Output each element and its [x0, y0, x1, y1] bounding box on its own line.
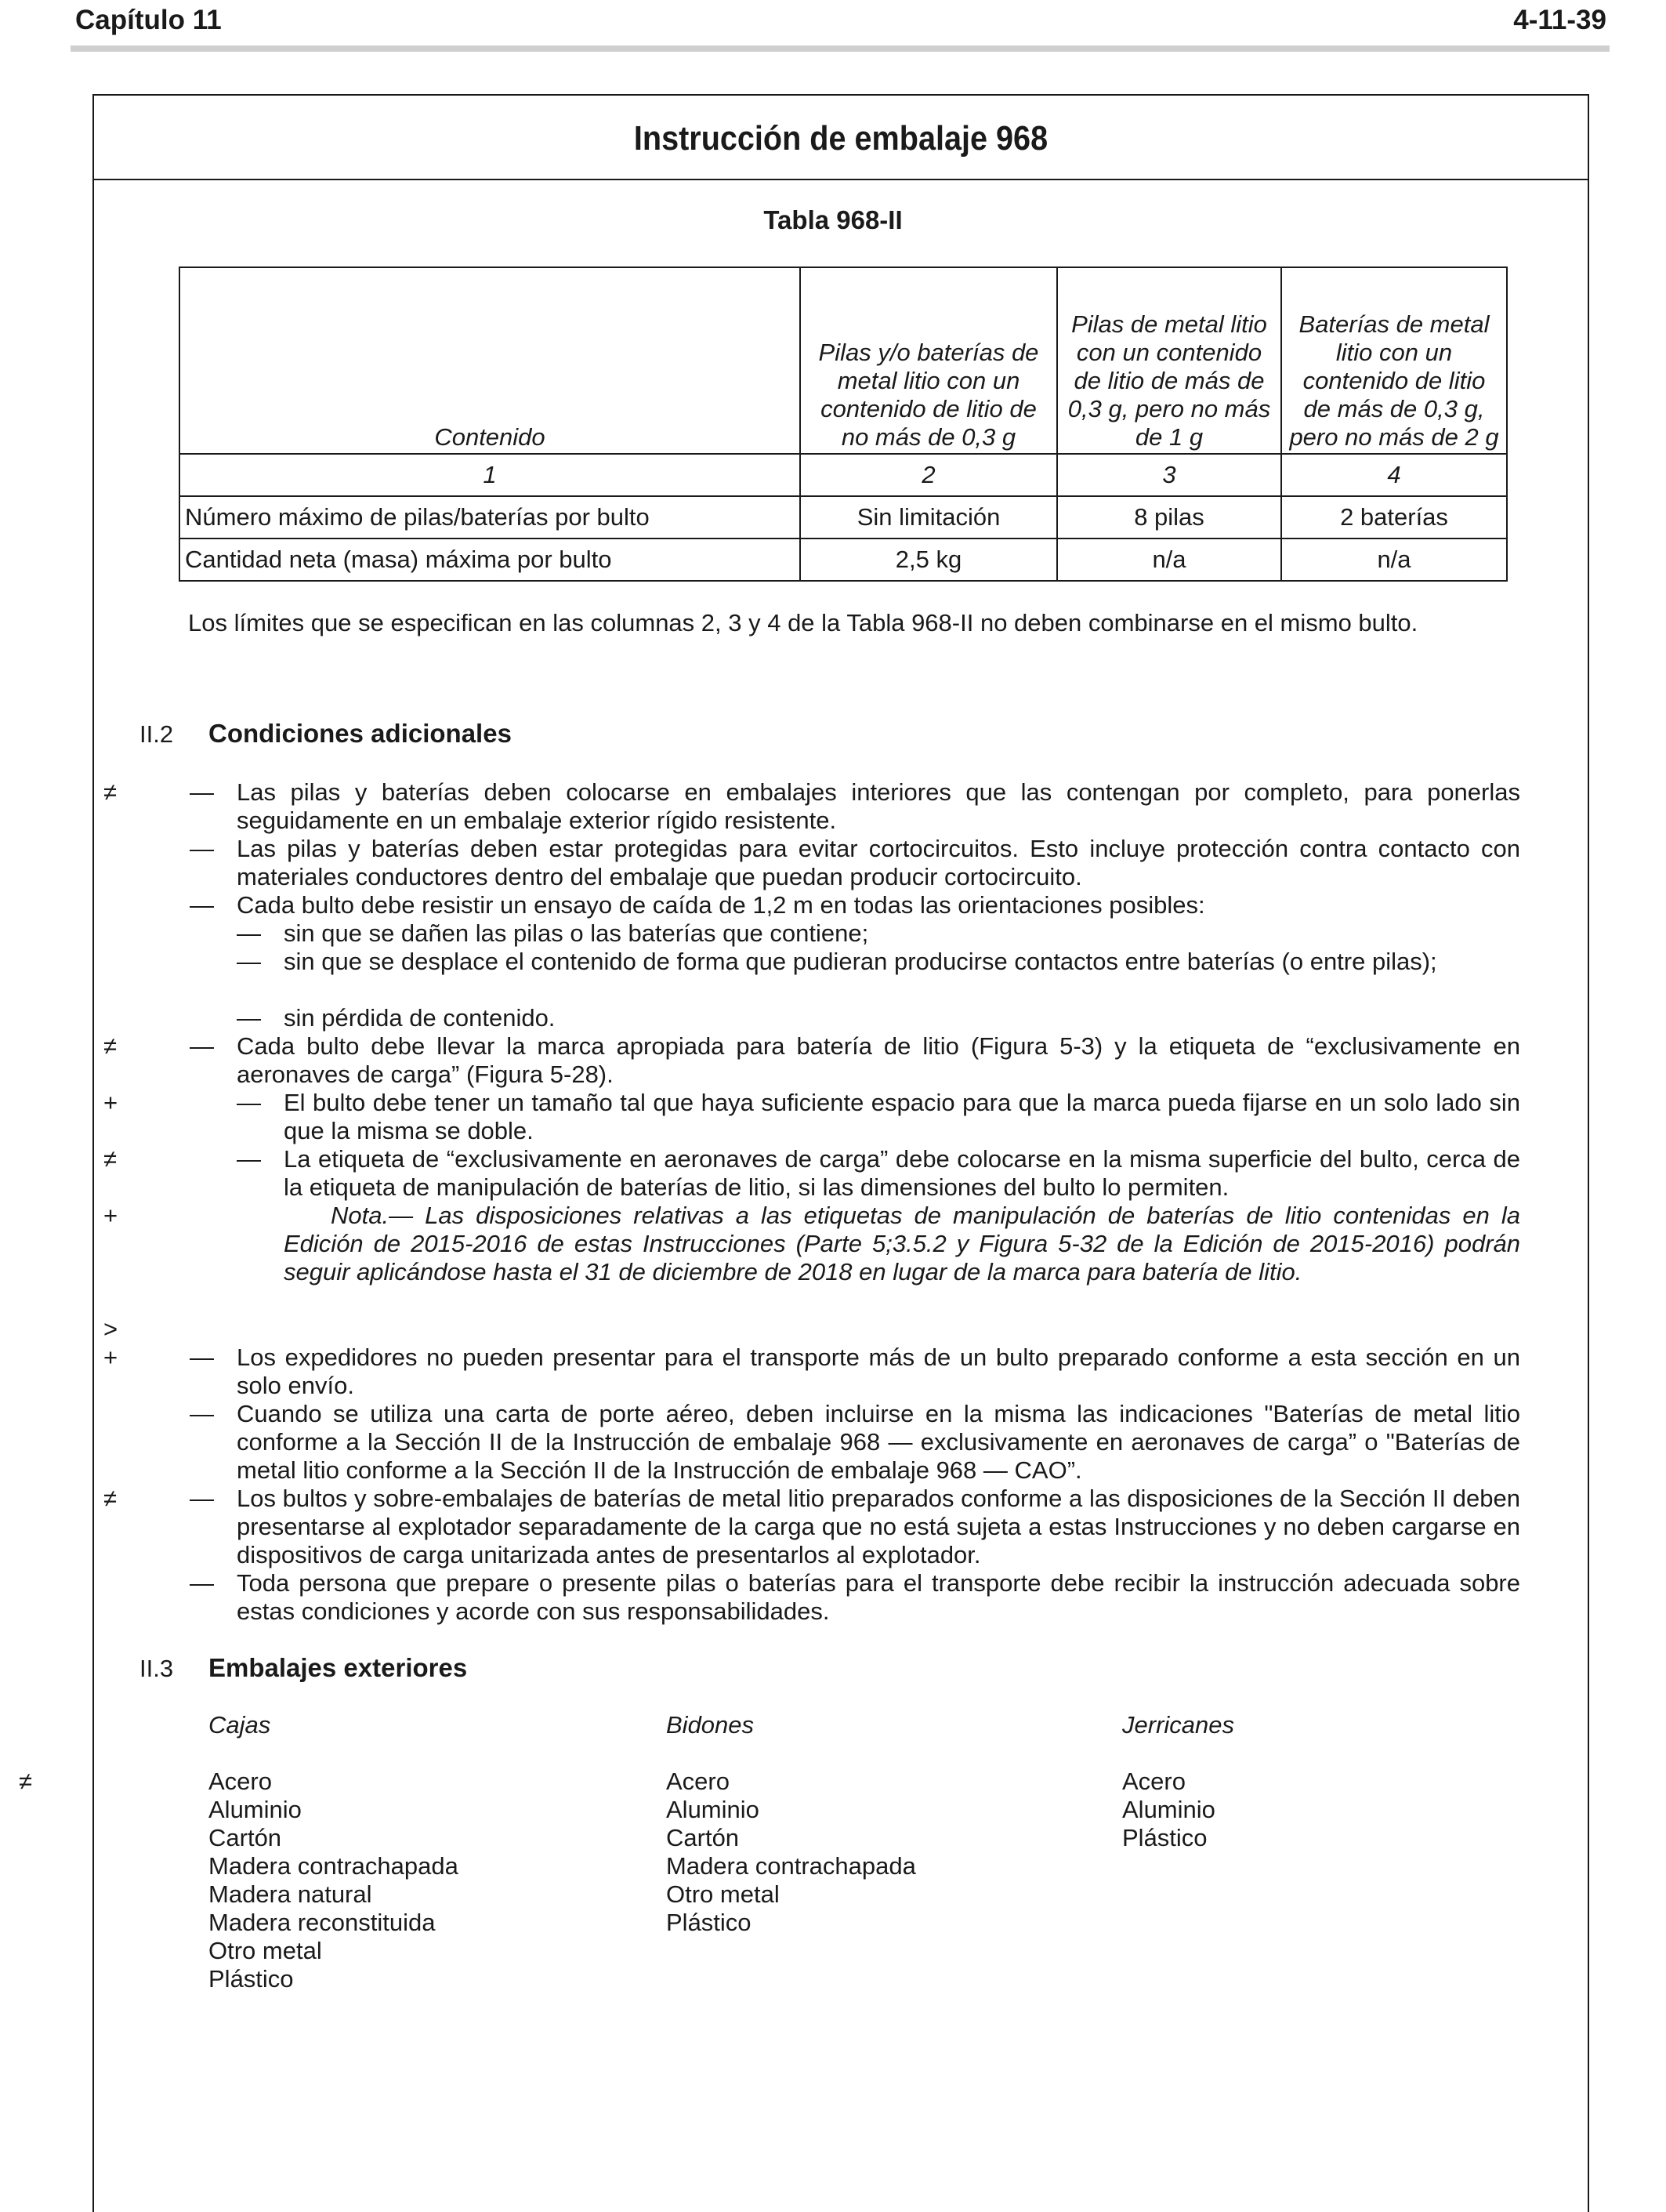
list-item: Acero — [1122, 1768, 1186, 1795]
title-bar — [94, 96, 1588, 180]
change-mark: ≠ — [103, 778, 118, 806]
list-item: Acero — [208, 1768, 272, 1795]
column-number: 2 — [800, 454, 1057, 496]
added-mark: + — [103, 1344, 118, 1371]
list-item: Cartón — [208, 1824, 282, 1851]
list-item: Aluminio — [666, 1796, 759, 1823]
table-cell: Cantidad neta (masa) máxima por bulto — [179, 538, 800, 581]
sub-list-item: sin que se dañen las pilas o las baterías que contiene; — [284, 919, 869, 947]
section-number: II.3 — [139, 1655, 174, 1682]
list-item: Plástico — [208, 1965, 294, 1993]
list-item: Madera contrachapada — [666, 1852, 916, 1880]
bullet-dash: — — [190, 1400, 214, 1427]
column-number: 4 — [1281, 454, 1507, 496]
list-item: Plástico — [666, 1909, 752, 1936]
section-title: Embalajes exteriores — [208, 1653, 468, 1682]
packaging-list-bidones — [666, 1768, 916, 1937]
list-item: Aluminio — [1122, 1796, 1215, 1823]
moved-mark: > — [103, 1315, 118, 1343]
table-note: Los límites que se especifican en las columnas 2, 3 y 4 de la Tabla 968-II no deben combinarse en el mismo bulto. — [188, 609, 1418, 636]
list-item: Cada bulto debe resistir un ensayo de caída de 1,2 m en todas las orientaciones posibles: — [237, 891, 1205, 919]
bullet-dash: — — [190, 1344, 214, 1371]
sub-list-item: El bulto debe tener un tamaño tal que haya suficiente espacio para que la marca pueda fijarse en un solo lado sin que la misma se doble. — [284, 1089, 1520, 1144]
sub-list-item: La etiqueta de “exclusivamente en aeronaves de carga” debe colocarse en la misma superficie del bulto, cerca de la etiqueta de manipulación de baterías de litio, si las dimensiones del bulto lo permiten. — [284, 1145, 1520, 1201]
table-cell: n/a — [1057, 538, 1281, 581]
table-header-cell: Pilas y/o baterías de metal litio con un contenido de litio de no más de 0,3 g — [800, 267, 1057, 454]
column-heading-jerricanes: Jerricanes — [1122, 1711, 1234, 1739]
table-caption: Tabla 968-II — [763, 205, 903, 234]
bullet-dash: — — [190, 1569, 214, 1597]
packaging-list-jerricanes — [1122, 1768, 1215, 1852]
change-mark: ≠ — [103, 1145, 118, 1173]
table-row — [179, 496, 1507, 538]
table-header-cell: Baterías de metal litio con un contenido de litio de más de 0,3 g, pero no más de 2 g — [1281, 267, 1507, 454]
column-number: 1 — [179, 454, 800, 496]
list-item: Acero — [666, 1768, 730, 1795]
column-heading-bidones: Bidones — [666, 1711, 755, 1739]
table-header-row — [179, 267, 1507, 454]
list-item: Cuando se utiliza una carta de porte aéreo, deben incluirse en la misma las indicaciones "Baterías de metal litio conforme a la Sección II de la Instrucción de embalaje 968 — exclusivamente en aeronaves de carga” o "Baterías de metal litio conforme a la Sección II de la Instrucción de embalaje 968 — CAO”. — [237, 1400, 1520, 1484]
table-cell: Número máximo de pilas/baterías por bulto — [179, 496, 800, 538]
list-item: Aluminio — [208, 1796, 302, 1823]
column-heading-cajas: Cajas — [208, 1711, 271, 1739]
change-mark: ≠ — [103, 1032, 118, 1060]
bullet-dash: — — [190, 891, 214, 919]
added-mark: + — [103, 1202, 118, 1229]
column-number: 3 — [1057, 454, 1281, 496]
table-cell: 8 pilas — [1057, 496, 1281, 538]
table-header-cell: Contenido — [179, 267, 800, 454]
bullet-dash: — — [237, 948, 261, 975]
bullet-dash: — — [190, 1485, 214, 1512]
list-item: Cada bulto debe llevar la marca apropiada para batería de litio (Figura 5-3) y la etiqueta de “exclusivamente en aeronaves de carga” (Figura 5-28). — [237, 1032, 1520, 1088]
list-item: Madera contrachapada — [208, 1852, 458, 1880]
list-item: Las pilas y baterías deben estar protegidas para evitar cortocircuitos. Esto incluye protección contra contacto con materiales conductores dentro del embalaje que puedan producir cortocircuito. — [237, 835, 1520, 890]
change-mark: ≠ — [103, 1485, 118, 1512]
note-paragraph: Nota.— Las disposiciones relativas a las etiquetas de manipulación de baterías de litio contenidas en la Edición de 2015-2016 de estas Instrucciones (Parte 5;3.5.2 y Figura 5-32 de la Edición de 2015-2016) podrán seguir aplicándose hasta el 31 de diciembre de 2018 en lugar de la marca para batería de litio. — [284, 1202, 1520, 1285]
list-item: Los bultos y sobre-embalajes de baterías de metal litio preparados conforme a las disposiciones de la Sección II deben presentarse al explotador separadamente de la carga que no está sujeta a estas Instrucciones y no deben cargarse en dispositivos de carga unitarizada antes de presentarlos al explotador. — [237, 1485, 1520, 1568]
added-mark: + — [103, 1089, 118, 1116]
table-header-cell: Pilas de metal litio con un contenido de litio de más de 0,3 g, pero no más de 1 g — [1057, 267, 1281, 454]
bullet-dash: — — [237, 919, 261, 947]
section-number: II.2 — [139, 720, 174, 748]
list-item: Madera reconstituida — [208, 1909, 436, 1936]
sub-list-item: sin pérdida de contenido. — [284, 1004, 556, 1032]
section-title: Condiciones adicionales — [208, 719, 512, 748]
list-item: Toda persona que prepare o presente pilas o baterías para el transporte debe recibir la instrucción adecuada sobre estas condiciones y acorde con sus responsabilidades. — [237, 1569, 1520, 1625]
bullet-dash: — — [190, 778, 214, 806]
table-cell: 2 baterías — [1281, 496, 1507, 538]
bullet-dash: — — [237, 1089, 261, 1116]
page-title: Instrucción de embalaje 968 — [633, 119, 1048, 158]
bullet-dash: — — [190, 835, 214, 862]
table-cell: Sin limitación — [800, 496, 1057, 538]
table-cell: 2,5 kg — [800, 538, 1057, 581]
bullet-dash: — — [190, 1032, 214, 1060]
page-number: 4-11-39 — [1513, 5, 1606, 35]
list-item: Otro metal — [666, 1880, 780, 1908]
bullet-dash: — — [237, 1145, 261, 1173]
header-rule — [71, 45, 1610, 52]
change-mark: ≠ — [19, 1768, 33, 1795]
list-item: Plástico — [1122, 1824, 1208, 1851]
list-item: Los expedidores no pueden presentar para el transporte más de un bulto preparado conforme a esta sección en un solo envío. — [237, 1344, 1520, 1399]
list-item: Madera natural — [208, 1880, 372, 1908]
table-row — [179, 538, 1507, 581]
list-item: Las pilas y baterías deben colocarse en embalajes interiores que las contengan por completo, para ponerlas seguidamente en un embalaje exterior rígido resistente. — [237, 778, 1520, 834]
packaging-list-cajas — [208, 1768, 458, 1993]
table-number-row — [179, 454, 1507, 496]
chapter-label: Capítulo 11 — [75, 5, 222, 35]
list-item: Cartón — [666, 1824, 740, 1851]
table-cell: n/a — [1281, 538, 1507, 581]
list-item: Otro metal — [208, 1937, 322, 1964]
sub-list-item: sin que se desplace el contenido de forma que pudieran producirse contactos entre baterías (o entre pilas); — [284, 948, 1437, 975]
spec-table — [179, 267, 1508, 582]
bullet-dash: — — [237, 1004, 261, 1032]
